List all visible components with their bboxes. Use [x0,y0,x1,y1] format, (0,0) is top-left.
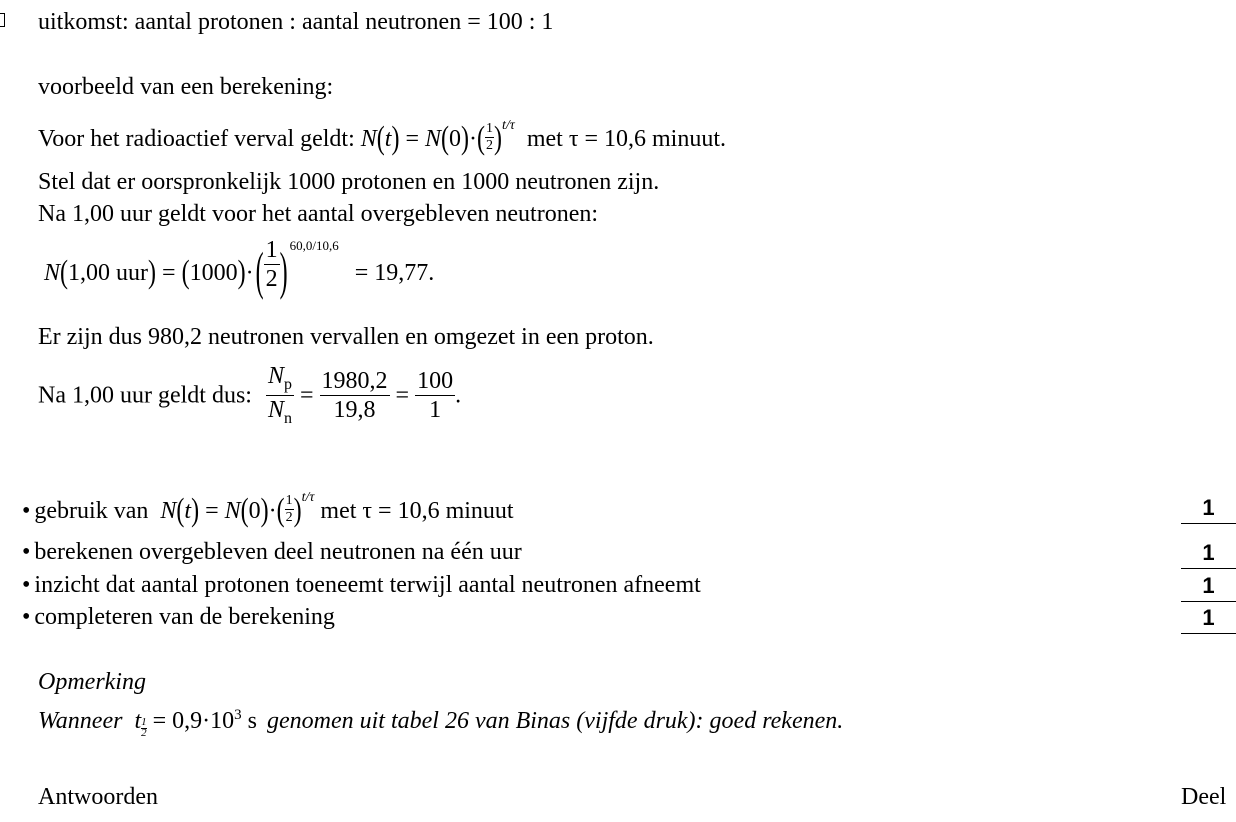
ratio-line: Na 1,00 uur geldt dus: $\frac{N_p}{N_n}$ = $\frac{1980,2}{19,8}$ = $\frac{100}{1}$ . [38,363,462,427]
decay-law-suffix: met τ = 10,6 minuut. [526,126,726,152]
assumption-line: Stel dat er oorspronkelijk 1000 protonen en 1000 neutronen zijn. [38,169,660,195]
criterion-score: 1 [1181,575,1236,602]
ratio-num1: 1980,2 [321,367,388,394]
formula-exp-num: 60,0 [289,238,313,253]
ratio-num2: 100 [417,367,454,394]
decay-law-formula: N(t) = N(0)·( $\frac{1}{2}$ )$^{t/\tau}$ [360,118,515,157]
criterion-item: • inzicht dat aantal protonen toeneemt terwijl aantal neutronen afneemt [22,572,701,598]
after-hour-line: Na 1,00 uur geldt voor het aantal overgebleven neutronen: [38,201,599,227]
footer-left: Antwoorden [38,784,158,810]
decay-law-prefix: Voor het radioactief verval geldt: [38,126,355,152]
formula-exp-den: 10,6 [315,238,339,253]
criterion-item: • gebruik van N(t) = N(0)·( $\frac{1}{2}$ )$^{t/\tau}$ met τ = 10,6 minuut [22,490,514,529]
formula-lhs: 1,00 uur [68,260,149,286]
criterion-score: 1 [1181,542,1236,569]
checkbox-icon [0,13,5,27]
decay-law-line [38,118,726,157]
ratio-prefix: Na 1,00 uur geldt dus: [38,382,252,409]
criterion-score: 1 [1181,497,1236,524]
criterion-item: • berekenen overgebleven deel neutronen na één uur [22,539,522,565]
note-text: Wanneer t $\frac{1}{2}$ = $0,9\cdot 10^3$ s genomen uit tabel 26 van Binas (vijfde druk): goed rekenen. [38,707,844,739]
converted-line: Er zijn dus 980,2 neutronen vervallen en omgezet in een proton. [38,324,654,350]
result-line: uitkomst: aantal protonen : aantal neutronen = 100 : 1 [38,9,554,35]
formula-n0: 1000 [189,260,238,286]
note-title: Opmerking [38,669,146,695]
example-intro: voorbeeld van een berekening: [38,74,334,100]
criterion-score: 1 [1181,607,1236,634]
criterion-item: • completeren van de berekening [22,604,335,630]
note-value: = 0,9·10 [152,708,235,734]
ratio-den1: 19,8 [333,396,376,423]
ratio-den2: 1 [429,396,442,423]
footer-right: Deel [1181,784,1227,810]
remaining-neutrons-formula: N(1,00 uur) = (1000)·( $\frac{1}{2}$ ) $^{60,0/10,6}$ = 19,77. [44,237,435,302]
criterion-formula: N(t) = N(0)·( $\frac{1}{2}$ )$^{t/\tau}$ [160,490,315,529]
formula-result: = 19,77. [354,260,435,286]
